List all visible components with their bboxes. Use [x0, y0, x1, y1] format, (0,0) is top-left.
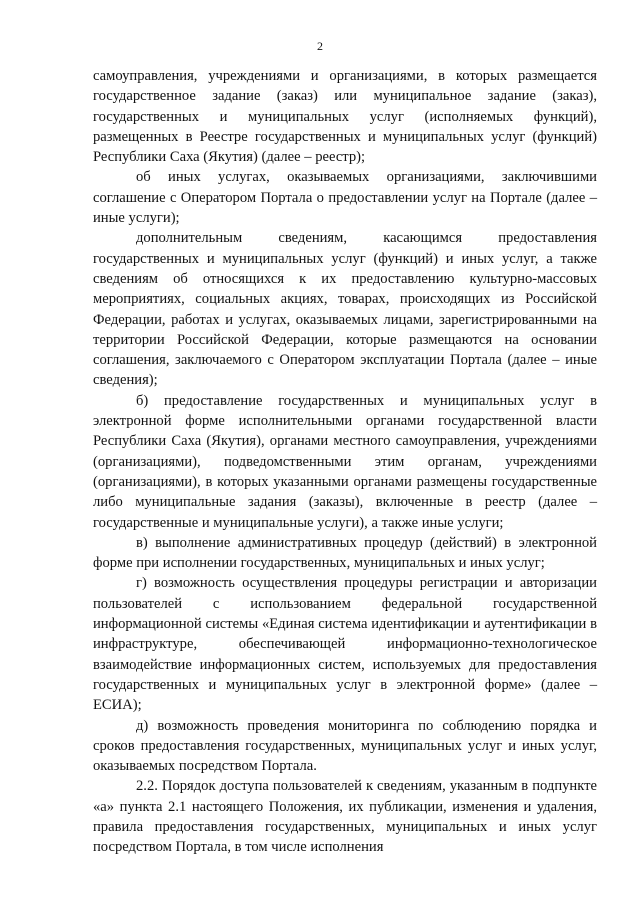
paragraph-8: 2.2. Порядок доступа пользователей к сведениям, указанным в подпункте «а» пункта 2.1 настоящего Положения, их публикации, изменения и удаления, правила предоставления государственных, муниципальных и иных услуг посредством Портала, в том числе исполнения: [93, 778, 597, 856]
paragraph-3: дополнительным сведениям, касающимся предоставления государственных и муниципальных услуг (функций) и иных услуг, а также сведениям об относящихся к их предоставлению культурно-массовых мероприятиях, социальных акциях, товарах, происходящих из Российской Федерации, работах и услугах, оказываемых лицами, зарегистрированными на территории Российской Федерации, которые размещаются на основании соглашения, заключаемого с Оператором эксплуатации Портала (далее – иные сведения);: [93, 230, 597, 389]
paragraph-4: б) предоставление государственных и муниципальных услуг в электронной форме исполнительными органами государственной власти Республики Саха (Якутия), органами местного самоуправления, учреждениями (организациями), подведомственными этим органам, учреждениями (организациями), в которых указанными органами размещены государственные либо муниципальные задания (заказы), включенные в реестр (далее – государственные и муниципальные услуги), а также иные услуги;: [93, 392, 597, 531]
paragraph-5: в) выполнение административных процедур (действий) в электронной форме при исполнении государственных, муниципальных и иных услуг;: [93, 534, 597, 572]
paragraph-7: д) возможность проведения мониторинга по соблюдению порядка и сроков предоставления государственных, муниципальных услуг и иных услуг, оказываемых посредством Портала.: [93, 717, 597, 775]
paragraph-2: об иных услугах, оказываемых организациями, заключившими соглашение с Оператором Портала о предоставлении услуг на Портале (далее – иные услуги);: [93, 169, 597, 227]
paragraph-6: г) возможность осуществления процедуры регистрации и авторизации пользователей с использованием федеральной государственной информационной системы «Единая система идентификации и аутентификации в инфраструктуре, обеспечивающей информационно-технологическое взаимодействие информационных систем, используемых для предоставления государственных и муниципальных услуг в электронной форме» (далее – ЕСИА);: [93, 575, 597, 714]
page-number: 2: [317, 39, 323, 53]
paragraph-1: самоуправления, учреждениями и организациями, в которых размещается государственное задание (заказ) или муниципальное задание (заказ), государственных и муниципальных услуг (исполняемых функций), размещенных в Реестре государственных и муниципальных услуг (функций) Республики Саха (Якутия) (далее – реестр);: [93, 68, 597, 166]
document-body: [93, 66, 597, 858]
